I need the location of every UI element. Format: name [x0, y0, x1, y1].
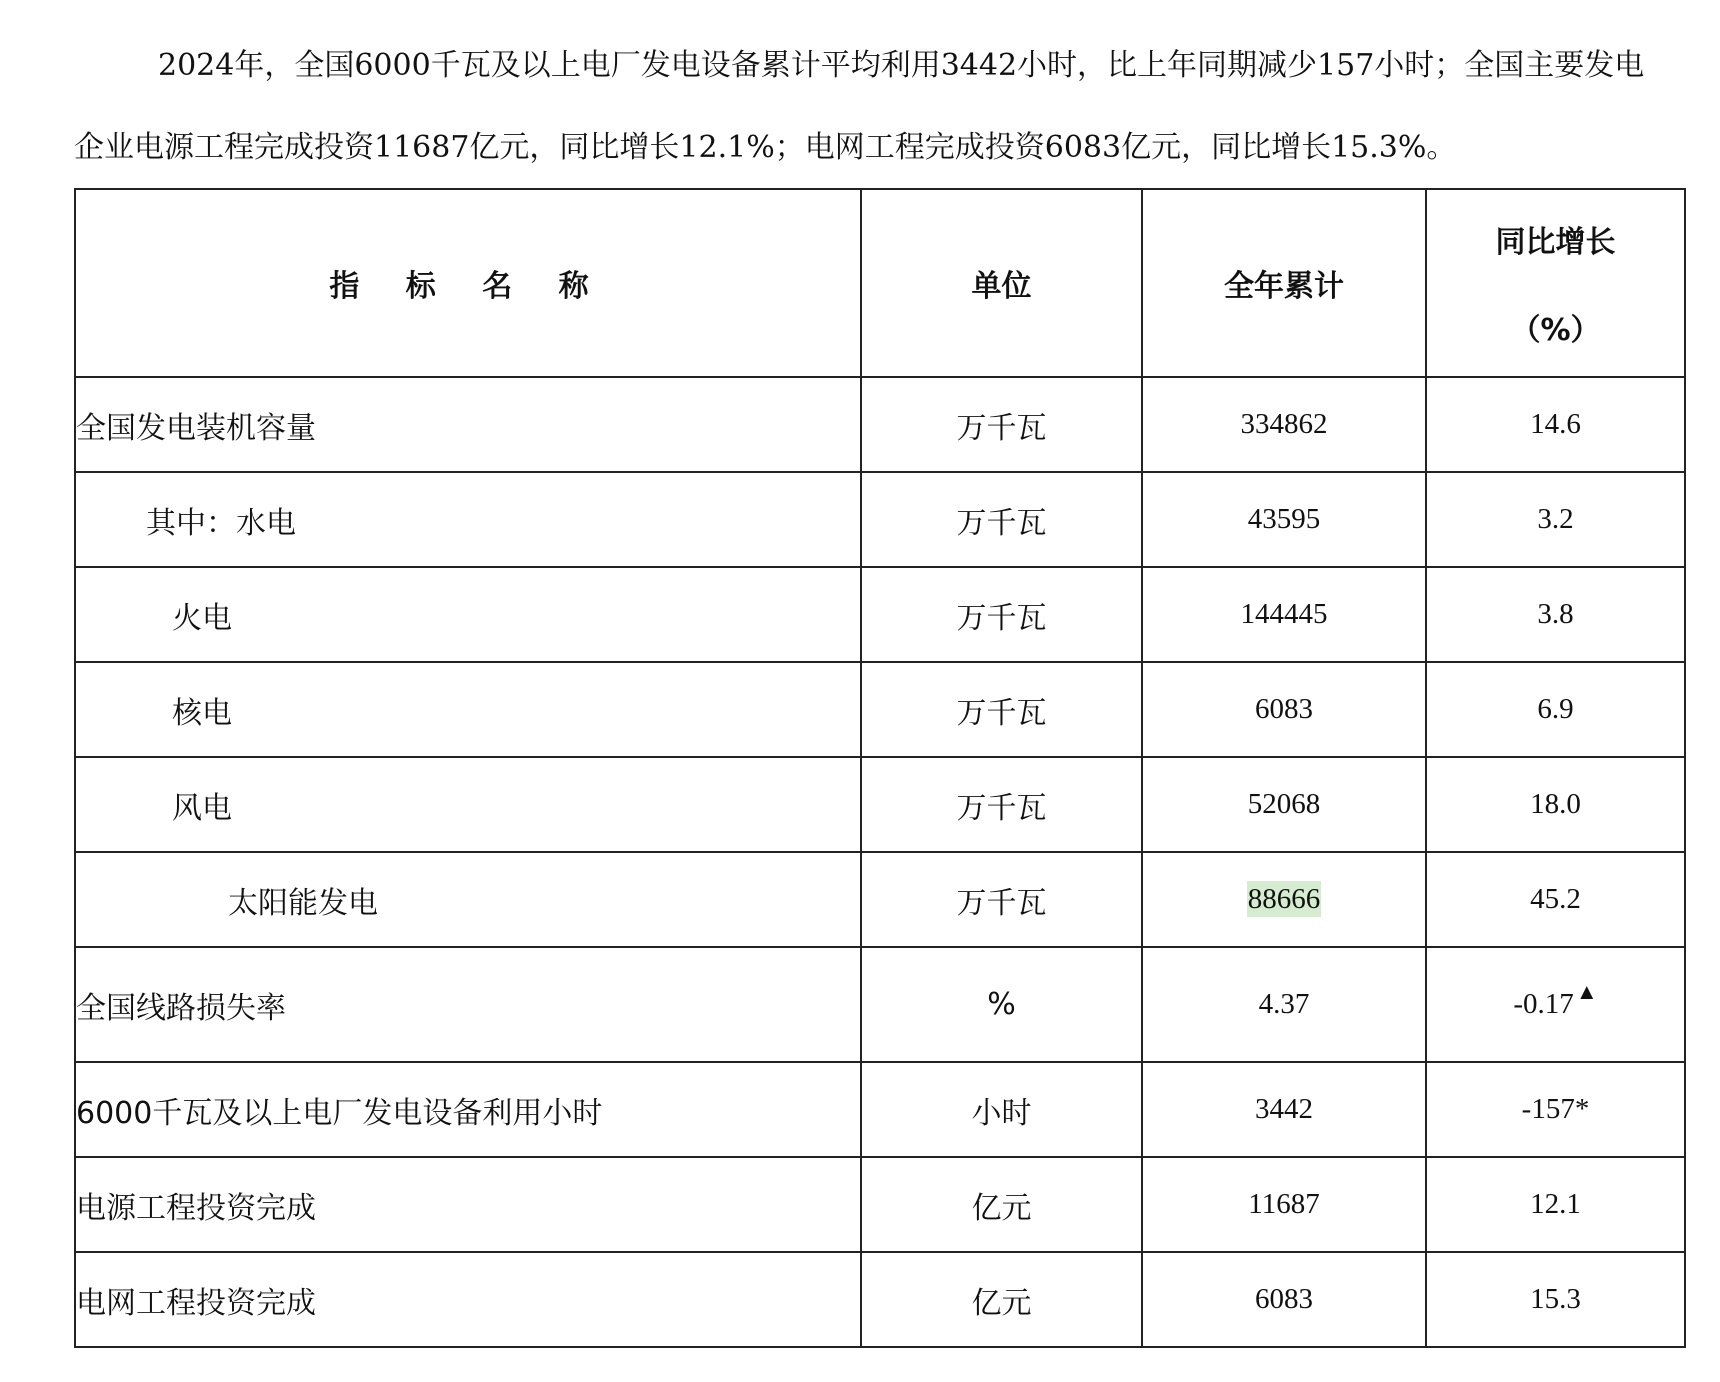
row-growth: 12.1 [1426, 1157, 1685, 1252]
paragraph-line-1: 2024年，全国6000千瓦及以上电厂发电设备累计平均利用3442小时，比上年同期减少157小时；全国主要发电 [158, 48, 1645, 83]
table-row [75, 377, 1685, 472]
row-unit: 万千瓦 [861, 567, 1142, 662]
row-name: 其中：水电 [75, 472, 861, 567]
row-name: 全国线路损失率 [75, 947, 861, 1062]
row-total [1142, 852, 1426, 947]
table-row [75, 567, 1685, 662]
header-yoy-growth-label: 同比增长 [1495, 225, 1616, 260]
table-row [75, 472, 1685, 567]
row-unit: 万千瓦 [861, 757, 1142, 852]
row-growth-value: -0.17 [1513, 988, 1574, 1020]
row-total: 52068 [1142, 757, 1426, 852]
row-growth: 15.3 [1426, 1252, 1685, 1347]
statistics-table [74, 188, 1686, 1348]
row-growth: 6.9 [1426, 662, 1685, 757]
row-name: 电源工程投资完成 [75, 1157, 861, 1252]
paragraph-line-2: 企业电源工程完成投资11687亿元，同比增长12.1%；电网工程完成投资6083亿元，同比增长15.3%。 [74, 130, 1457, 165]
row-growth: 3.8 [1426, 567, 1685, 662]
row-total: 43595 [1142, 472, 1426, 567]
row-growth: -157* [1426, 1062, 1685, 1157]
header-yoy-growth [1426, 189, 1685, 377]
row-total: 6083 [1142, 662, 1426, 757]
row-total: 3442 [1142, 1062, 1426, 1157]
table-row [75, 852, 1685, 947]
table-row [75, 947, 1685, 1062]
row-total: 4.37 [1142, 947, 1426, 1062]
row-name: 火电 [75, 567, 861, 662]
row-name: 电网工程投资完成 [75, 1252, 861, 1347]
row-unit: 万千瓦 [861, 662, 1142, 757]
row-growth: 45.2 [1426, 852, 1685, 947]
table-row [75, 1157, 1685, 1252]
row-name: 全国发电装机容量 [75, 377, 861, 472]
row-total: 144445 [1142, 567, 1426, 662]
row-unit: 亿元 [861, 1252, 1142, 1347]
table-row [75, 757, 1685, 852]
row-unit: 万千瓦 [861, 472, 1142, 567]
row-total: 334862 [1142, 377, 1426, 472]
triangle-up-icon: ▲ [1575, 979, 1598, 1004]
table-row [75, 1252, 1685, 1347]
table-row [75, 1062, 1685, 1157]
row-unit: 万千瓦 [861, 852, 1142, 947]
header-yoy-growth-unit: （%） [1510, 313, 1601, 348]
row-growth [1426, 947, 1685, 1062]
row-name: 风电 [75, 757, 861, 852]
highlighted-value: 88666 [1247, 883, 1321, 915]
row-name: 6000千瓦及以上电厂发电设备利用小时 [75, 1062, 861, 1157]
header-indicator-name: 指 标 名 称 [75, 189, 861, 377]
table-header-row [75, 189, 1685, 377]
row-growth: 3.2 [1426, 472, 1685, 567]
row-name: 核电 [75, 662, 861, 757]
row-unit: 小时 [861, 1062, 1142, 1157]
row-unit: 万千瓦 [861, 377, 1142, 472]
table-row [75, 662, 1685, 757]
header-annual-total: 全年累计 [1142, 189, 1426, 377]
row-total: 11687 [1142, 1157, 1426, 1252]
row-growth: 14.6 [1426, 377, 1685, 472]
row-unit: % [861, 947, 1142, 1062]
row-total: 6083 [1142, 1252, 1426, 1347]
row-unit: 亿元 [861, 1157, 1142, 1252]
header-unit: 单位 [861, 189, 1142, 377]
row-name: 太阳能发电 [75, 852, 861, 947]
row-growth: 18.0 [1426, 757, 1685, 852]
